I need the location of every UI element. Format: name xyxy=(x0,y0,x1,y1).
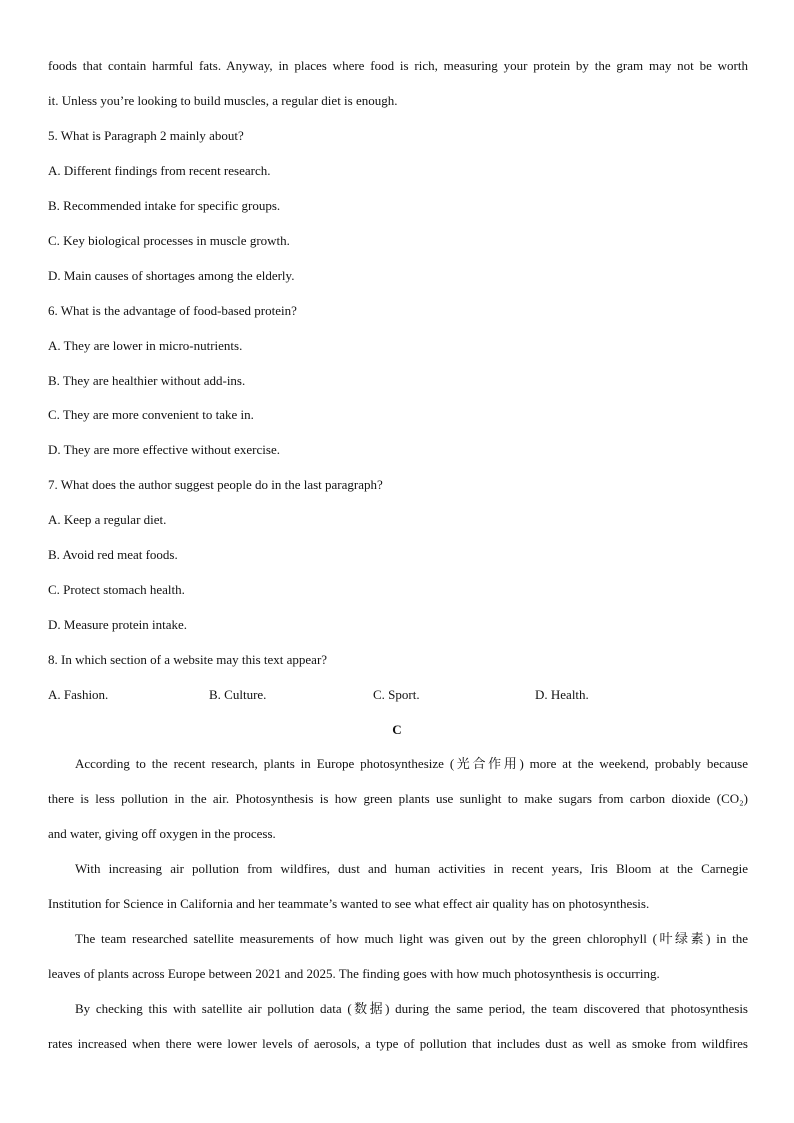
section-c-paragraph-line: By checking this with satellite air pollution data (数据) during the same period, the team discovered that photosynthesis xyxy=(75,1001,748,1016)
question-5-stem: 5. What is Paragraph 2 mainly about? xyxy=(48,128,244,143)
question-6-option-d: D. They are more effective without exercise. xyxy=(48,442,280,457)
question-6-option-a: A. They are lower in micro-nutrients. xyxy=(48,338,243,353)
question-6-option-b: B. They are healthier without add-ins. xyxy=(48,373,246,388)
section-c-paragraph-line: According to the recent research, plants in Europe photosynthesize (光合作用) more at the weekend, probably because xyxy=(75,756,748,771)
question-6-option-c: C. They are more convenient to take in. xyxy=(48,407,254,422)
section-c-paragraph-line: there is less pollution in the air. Photosynthesis is how green plants use sunlight to make sugars from carbon dioxide (CO₂) xyxy=(48,791,748,806)
question-7-option-d: D. Measure protein intake. xyxy=(48,617,187,632)
section-c-heading: C xyxy=(392,722,402,737)
section-c-paragraph-line: With increasing air pollution from wildfires, dust and human activities in recent years, Iris Bloom at the Carnegie xyxy=(75,861,748,876)
question-8-stem: 8. In which section of a website may this text appear? xyxy=(48,652,328,667)
question-5-option-b: B. Recommended intake for specific groups. xyxy=(48,198,281,213)
question-7-option-b: B. Avoid red meat foods. xyxy=(48,547,178,562)
question-5-option-a: A. Different findings from recent research. xyxy=(48,163,271,178)
section-c-paragraph-line: leaves of plants across Europe between 2021 and 2025. The finding goes with how much photosynthesis is occurring. xyxy=(48,966,660,981)
question-7-option-a: A. Keep a regular diet. xyxy=(48,512,167,527)
section-c-paragraph-line: rates increased when there were lower levels of aerosols, a type of pollution that includes dust as well as smoke from wildfires xyxy=(48,1036,748,1051)
section-c-paragraph-line: The team researched satellite measurements of how much light was given out by the green chlorophyll (叶绿素) in the xyxy=(75,931,748,946)
question-8-option-a: A. Fashion. xyxy=(48,687,109,702)
passage-b-line: foods that contain harmful fats. Anyway, in places where food is rich, measuring your protein by the gram may not be worth xyxy=(48,58,748,73)
question-5-option-d: D. Main causes of shortages among the elderly. xyxy=(48,268,295,283)
question-7-stem: 7. What does the author suggest people do in the last paragraph? xyxy=(48,477,383,492)
question-5-option-c: C. Key biological processes in muscle growth. xyxy=(48,233,290,248)
question-8-option-c: C. Sport. xyxy=(373,687,420,702)
section-c-paragraph-line: Institution for Science in California and her teammate’s wanted to see what effect air quality has on photosynthesis. xyxy=(48,896,650,911)
passage-b-line: it. Unless you’re looking to build muscles, a regular diet is enough. xyxy=(48,93,398,108)
question-7-option-c: C. Protect stomach health. xyxy=(48,582,185,597)
question-8-option-d: D. Health. xyxy=(535,687,589,702)
question-6-stem: 6. What is the advantage of food-based protein? xyxy=(48,303,297,318)
section-c-paragraph-line: and water, giving off oxygen in the process. xyxy=(48,826,276,841)
question-8-option-b: B. Culture. xyxy=(209,687,267,702)
